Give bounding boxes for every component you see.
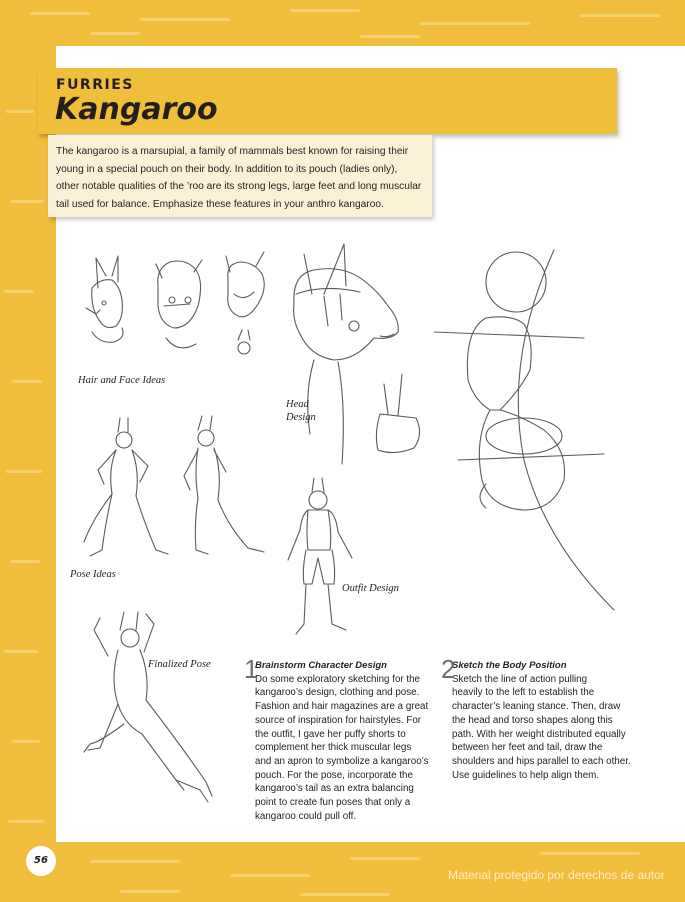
- caption-pose-ideas: Pose Ideas: [70, 569, 116, 580]
- step-2: [441, 654, 632, 782]
- caption-finalized-pose: Finalized Pose: [148, 659, 211, 670]
- step-1: [244, 654, 435, 823]
- step-1-line: the outfit, I gave her puffy shorts to: [255, 728, 406, 740]
- step-1-line: kangaroo’s tail as an extra balancing: [255, 783, 414, 795]
- intro-line: The kangaroo is a marsupial, a family of mammals best known for raising their: [56, 146, 409, 157]
- intro-line: other notable qualities of the ’roo are its strong legs, large feet and long muscular: [56, 181, 422, 192]
- step-2-number: 2: [441, 654, 456, 684]
- step-1-line: complement her thick muscular legs: [255, 742, 412, 754]
- copyright-watermark: Material protegido por derechos de autor: [448, 868, 665, 882]
- caption-head-design: [286, 398, 316, 424]
- page-title: Kangaroo: [55, 92, 218, 127]
- intro-line: young in a special pouch on their body. In addition to its pouch (ladies only),: [56, 163, 398, 175]
- caption-outfit-design: Outfit Design: [342, 583, 399, 594]
- page-number: 56: [26, 846, 56, 876]
- intro-box: [48, 135, 432, 217]
- pose-ideas-sketch: [78, 410, 274, 562]
- finalized-pose-sketch: [80, 604, 230, 814]
- caption-head-design-line: Head: [286, 399, 309, 410]
- intro-line: tail used for balance. Emphasize these features in your anthro kangaroo.: [56, 198, 384, 210]
- step-1-line: point to create fun poses that only a: [255, 797, 411, 809]
- step-1-line: kangaroo’s design, clothing and pose.: [255, 687, 420, 699]
- outfit-design-sketch: [278, 474, 360, 640]
- step-2-line: heavily to the left to establish the: [452, 687, 595, 699]
- step-2-line: path. With her weight distributed equally: [452, 728, 626, 740]
- section-label: FURRIES: [56, 77, 134, 93]
- step-1-line: source of inspiration for hairstyles. For: [255, 714, 422, 726]
- step-1-line: pouch. For the pose, incorporate the: [255, 769, 413, 781]
- hair-face-sketches: [78, 248, 278, 373]
- body-construction-sketch: [434, 240, 624, 620]
- caption-head-design-line: Design: [286, 412, 316, 423]
- step-2-line: Sketch the line of action pulling: [452, 673, 588, 685]
- head-design-sketch: [284, 234, 434, 474]
- step-2-line: Use guidelines to help align them.: [452, 769, 600, 781]
- step-1-line: Do some exploratory sketching for the: [255, 673, 420, 685]
- step-2-line: character’s leaning stance. Then, draw: [452, 701, 621, 713]
- step-2-line: between her feet and tail, draw the: [452, 742, 603, 754]
- step-1-line: Fashion and hair magazines are a great: [255, 701, 429, 713]
- step-2-heading: Sketch the Body Position: [452, 660, 567, 671]
- step-2-line: shoulders and hips parallel to each other.: [452, 755, 631, 767]
- step-2-line: the head and torso shapes along this: [452, 714, 613, 726]
- caption-hair-face: Hair and Face Ideas: [78, 375, 166, 386]
- step-1-line: and an apron to symbolize a kangaroo’s: [255, 755, 429, 767]
- step-1-heading: Brainstorm Character Design: [255, 660, 387, 671]
- step-1-number: 1: [244, 654, 259, 684]
- step-1-line: kangaroo could pull off.: [255, 810, 357, 822]
